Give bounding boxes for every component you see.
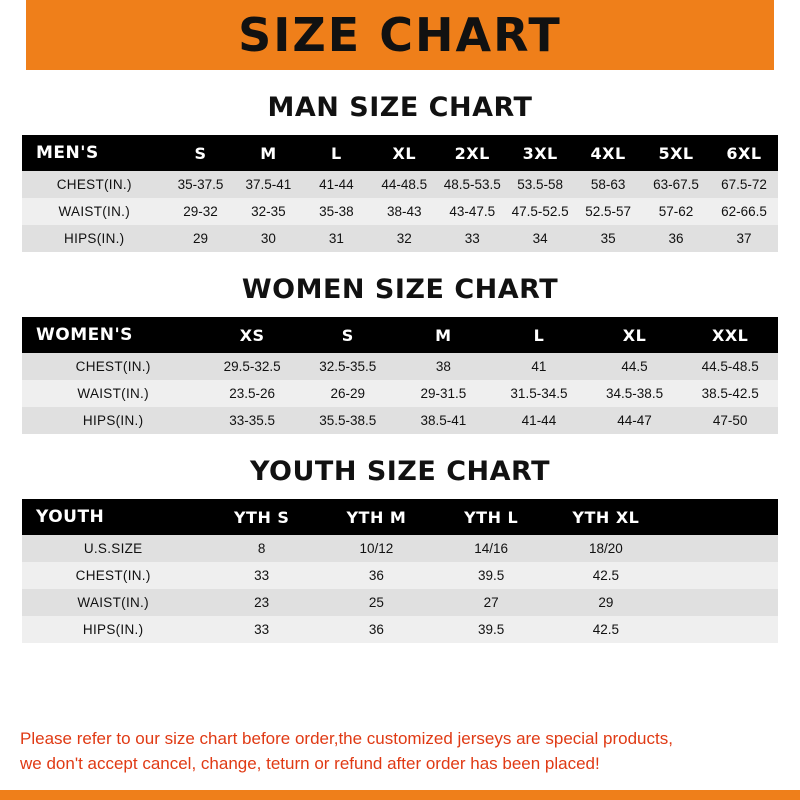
cell: 41-44 <box>491 407 587 434</box>
col-header-yth-m: YTH M <box>346 507 407 527</box>
row-label: U.S.SIZE <box>22 535 204 562</box>
cell: 57-62 <box>642 198 710 225</box>
col-header-xxl: XXL <box>711 325 749 345</box>
cell: 29 <box>549 589 664 616</box>
cell: 32-35 <box>234 198 302 225</box>
section-youth <box>22 442 778 643</box>
cell: 47-50 <box>682 407 778 434</box>
cell: 27 <box>434 589 549 616</box>
cell: 38.5-41 <box>396 407 492 434</box>
cell: 39.5 <box>434 562 549 589</box>
section-title-women: WOMEN SIZE CHART <box>241 274 559 305</box>
row-label: WAIST(IN.) <box>22 589 204 616</box>
col-header-l: L <box>331 143 342 163</box>
table-man-head <box>22 135 778 171</box>
row-label: HIPS(IN.) <box>22 407 204 434</box>
cell: 8 <box>204 535 319 562</box>
charts-container <box>0 70 800 716</box>
cell: 37.5-41 <box>234 171 302 198</box>
cell: 29 <box>167 225 235 252</box>
table-row <box>22 353 778 380</box>
section-title-man: MAN SIZE CHART <box>267 92 533 123</box>
table-women-body <box>22 353 778 434</box>
table-row <box>22 380 778 407</box>
cell: 41-44 <box>302 171 370 198</box>
cell: 35 <box>574 225 642 252</box>
cell: 29-31.5 <box>396 380 492 407</box>
section-women <box>22 260 778 434</box>
col-header-xl: XL <box>392 143 417 163</box>
cell <box>663 589 778 616</box>
cell: 26-29 <box>300 380 396 407</box>
footer-note <box>0 716 800 790</box>
cell: 33 <box>204 616 319 643</box>
banner-right-spacer <box>774 0 800 70</box>
banner-left-spacer <box>0 0 26 70</box>
footer-line-1: Please refer to our size chart before order,the customized jerseys are special products, <box>20 729 673 748</box>
table-youth <box>22 499 778 643</box>
cell: 47.5-52.5 <box>506 198 574 225</box>
cell: 36 <box>319 616 434 643</box>
cell: 36 <box>642 225 710 252</box>
col-header-yth-l: YTH L <box>464 507 519 527</box>
cell: 37 <box>710 225 778 252</box>
cell <box>663 535 778 562</box>
table-header-row <box>22 135 778 171</box>
cell: 63-67.5 <box>642 171 710 198</box>
cell: 52.5-57 <box>574 198 642 225</box>
table-row <box>22 198 778 225</box>
table-row <box>22 225 778 252</box>
col-header-yth-s: YTH S <box>233 507 290 527</box>
cell: 29.5-32.5 <box>204 353 300 380</box>
cell: 33 <box>204 562 319 589</box>
cell: 32.5-35.5 <box>300 353 396 380</box>
page-title: SIZE CHART <box>238 8 562 62</box>
col-header-men: MEN'S <box>36 143 99 163</box>
row-label: HIPS(IN.) <box>22 616 204 643</box>
col-header-s: S <box>194 143 207 163</box>
table-youth-body <box>22 535 778 643</box>
cell <box>663 616 778 643</box>
table-youth-head <box>22 499 778 535</box>
cell: 10/12 <box>319 535 434 562</box>
section-title-youth: YOUTH SIZE CHART <box>249 456 551 487</box>
cell: 33-35.5 <box>204 407 300 434</box>
cell: 14/16 <box>434 535 549 562</box>
header-banner <box>0 0 800 70</box>
cell: 43-47.5 <box>438 198 506 225</box>
cell: 41 <box>491 353 587 380</box>
cell: 25 <box>319 589 434 616</box>
col-header-5xl: 5XL <box>658 143 694 163</box>
col-header-4xl: 4XL <box>590 143 626 163</box>
row-label: CHEST(IN.) <box>22 353 204 380</box>
col-header-6xl: 6XL <box>726 143 762 163</box>
cell: 53.5-58 <box>506 171 574 198</box>
cell: 67.5-72 <box>710 171 778 198</box>
cell: 42.5 <box>549 616 664 643</box>
col-header-s: S <box>341 325 354 345</box>
table-header-row <box>22 499 778 535</box>
cell: 38.5-42.5 <box>682 380 778 407</box>
cell: 35.5-38.5 <box>300 407 396 434</box>
cell: 44.5-48.5 <box>682 353 778 380</box>
table-row <box>22 589 778 616</box>
cell: 32 <box>370 225 438 252</box>
row-label: WAIST(IN.) <box>22 198 167 225</box>
cell: 35-37.5 <box>167 171 235 198</box>
table-man-body <box>22 171 778 252</box>
row-label: CHEST(IN.) <box>22 562 204 589</box>
cell: 42.5 <box>549 562 664 589</box>
cell: 44-47 <box>587 407 683 434</box>
table-man <box>22 135 778 252</box>
cell: 31 <box>302 225 370 252</box>
col-header-m: M <box>435 325 452 345</box>
cell: 23.5-26 <box>204 380 300 407</box>
cell: 30 <box>234 225 302 252</box>
cell: 33 <box>438 225 506 252</box>
footer-line-2: we don't accept cancel, change, teturn or refund after order has been placed! <box>20 754 600 773</box>
cell: 29-32 <box>167 198 235 225</box>
col-header-3xl: 3XL <box>522 143 558 163</box>
table-header-row <box>22 317 778 353</box>
cell: 62-66.5 <box>710 198 778 225</box>
cell: 44-48.5 <box>370 171 438 198</box>
table-row <box>22 171 778 198</box>
table-row <box>22 562 778 589</box>
cell: 34 <box>506 225 574 252</box>
col-header-xs: XS <box>239 325 265 345</box>
cell: 36 <box>319 562 434 589</box>
col-header-2xl: 2XL <box>454 143 490 163</box>
cell <box>663 562 778 589</box>
cell: 23 <box>204 589 319 616</box>
col-header-m: M <box>260 143 277 163</box>
cell: 48.5-53.5 <box>438 171 506 198</box>
table-row <box>22 407 778 434</box>
cell: 34.5-38.5 <box>587 380 683 407</box>
table-women-head <box>22 317 778 353</box>
cell: 31.5-34.5 <box>491 380 587 407</box>
cell: 18/20 <box>549 535 664 562</box>
col-header-l: L <box>533 325 545 345</box>
section-man <box>22 78 778 252</box>
col-header-blank <box>663 499 778 535</box>
row-label: CHEST(IN.) <box>22 171 167 198</box>
bottom-accent-bar <box>0 790 800 800</box>
cell: 38-43 <box>370 198 438 225</box>
table-row <box>22 616 778 643</box>
cell: 39.5 <box>434 616 549 643</box>
table-row <box>22 535 778 562</box>
col-header-xl: XL <box>622 325 647 345</box>
table-women <box>22 317 778 434</box>
col-header-youth: YOUTH <box>36 507 105 527</box>
cell: 44.5 <box>587 353 683 380</box>
col-header-yth-xl: YTH XL <box>572 507 640 527</box>
col-header-womens: WOMEN'S <box>36 325 133 345</box>
row-label: HIPS(IN.) <box>22 225 167 252</box>
cell: 38 <box>396 353 492 380</box>
row-label: WAIST(IN.) <box>22 380 204 407</box>
cell: 35-38 <box>302 198 370 225</box>
cell: 58-63 <box>574 171 642 198</box>
